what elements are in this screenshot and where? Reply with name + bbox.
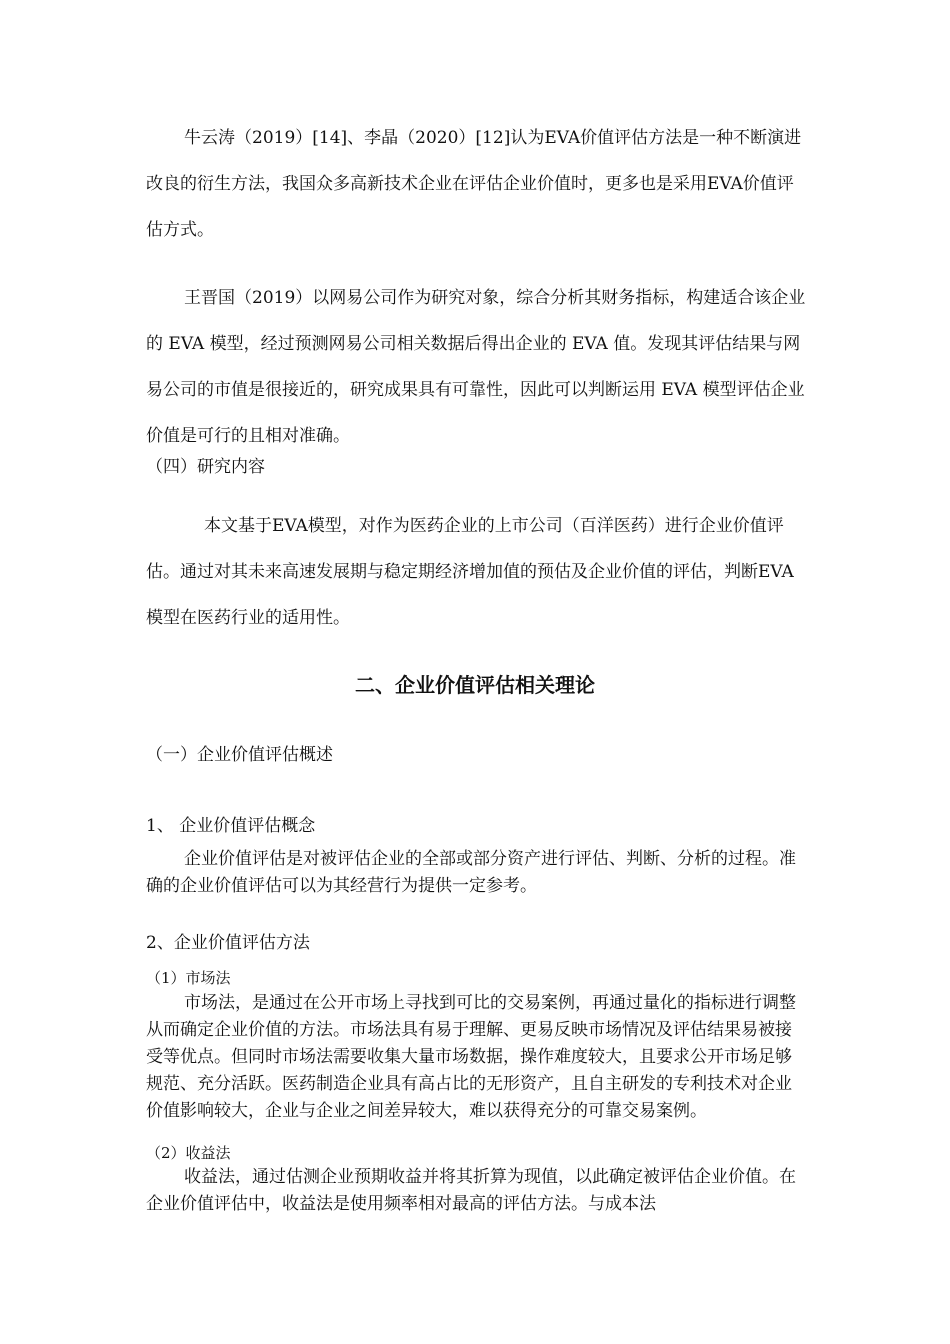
paragraph-eva-literature: 牛云涛（2019）[14]、李晶（2020）[12]认为EVA价值评估方法是一种不断演进改良的衍生方法，我国众多高新技术企业在评估企业价值时，更多也是采用EVA价值评估方式。 (146, 128, 802, 240)
paragraph-income-method: 收益法，通过估测企业预期收益并将其折算为现值，以此确定被评估企业价值。在企业价值评估中，收益法是使用频率相对最高的评估方法。与成本法 (146, 1167, 796, 1214)
chapter-title: 二、企业价值评估相关理论 (355, 673, 595, 697)
sub-heading-income-method: （2）收益法 (146, 1144, 231, 1162)
paragraph-concept: 企业价值评估是对被评估企业的全部或部分资产进行评估、判断、分析的过程。准确的企业价值评估可以为其经营行为提供一定参考。 (146, 849, 796, 896)
item-heading-methods: 2、企业价值评估方法 (146, 933, 310, 953)
section-heading-overview: （一）企业价值评估概述 (146, 745, 333, 765)
paragraph-market-method: 市场法，是通过在公开市场上寻找到可比的交易案例，再通过量化的指标进行调整从而确定企业价值的方法。市场法具有易于理解、更易反映市场情况及评估结果易被接受等优点。但同时市场法需要收集大量市场数据，操作难度较大，且要求公开市场足够规范、充分活跃。医药制造企业具有高占比的无形资产，且自主研发的专利技术对企业价值影响较大，企业与企业之间差异较大，难以获得充分的可靠交易案例。 (146, 993, 796, 1121)
item-heading-concept: 1、 企业价值评估概念 (146, 816, 316, 836)
paragraph-netease-study: 王晋国（2019）以网易公司作为研究对象，综合分析其财务指标，构建适合该企业的 EVA 模型，经过预测网易公司相关数据后得出企业的 EVA 值。发现其评估结果与网易公司的市值是很接近的，研究成果具有可靠性，因此可以判断运用 EVA 模型评估企业价值是可行的且相对准确。 (146, 288, 806, 446)
heading-research-content: （四）研究内容 (146, 457, 265, 477)
paragraph-research-content: 本文基于EVA模型，对作为医药企业的上市公司（百洋医药）进行企业价值评估。通过对其未来高速发展期与稳定期经济增加值的预估及企业价值的评估，判断EVA模型在医药行业的适用性。 (146, 516, 794, 628)
sub-heading-market-method: （1）市场法 (146, 969, 231, 987)
